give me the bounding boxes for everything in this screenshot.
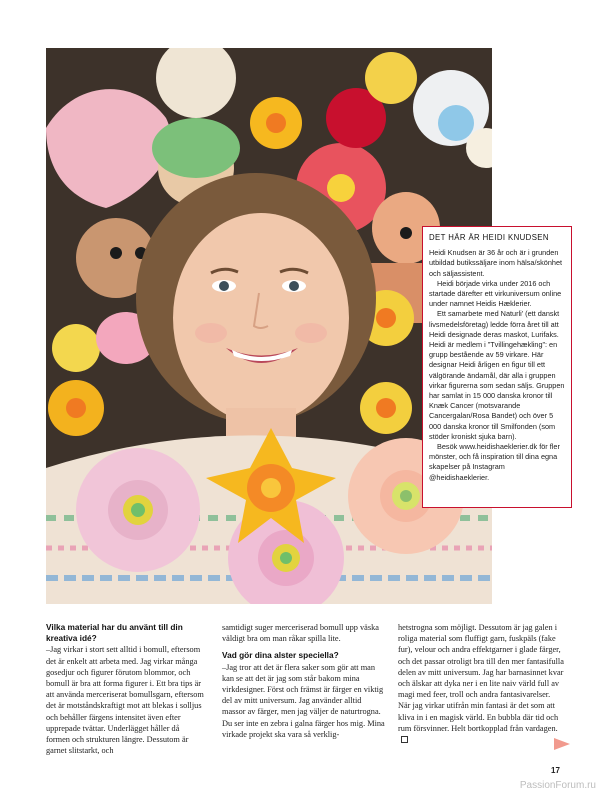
info-box-title: DET HÄR ÄR HEIDI KNUDSEN (429, 233, 549, 242)
question-heading: Vilka material har du använt till din kreativa idé? (46, 622, 183, 644)
question-heading: Vad gör dina alster speciella? (222, 650, 339, 661)
article-column-3 (398, 622, 564, 745)
article-column-1 (46, 622, 204, 756)
info-box-paragraph: Heidi Knudsen är 36 år och är i grunden utbildad butikssäljare inom hälsa/skönhet och säljassistent. (429, 248, 563, 278)
answer-text-body: hetstrogna som möjligt. Dessutom är jag galen i roliga material som fluffigt garn, fuskpäls (fake fur), velour och andra effektgarner i glade färger, och det passar otroligt bra till den mer fantasifulla delen av mitt universum. Jag har barnasinnet kvar och älskar att dyka ner i en lite naiv värld full av magi med feer, troll och andra fantasivarelser. När jag virkar utifrån min fantasi är det som att kliva in i en magisk värld. En bubbla där tid och rum försvinner. Helt bortkopplad från vardagen. (398, 623, 564, 733)
info-box-paragraph: Besök www.heidishaeklerier.dk för fler mönster, och få inspiration till dina egna skapelser på Instagram @heidishaeklerier. (429, 442, 560, 482)
next-page-arrow-icon (554, 738, 570, 750)
info-box-paragraph: Ett samarbete med Naturli’ (ett danskt livsmedelsföretag) ledde förra året till att Heidi designade deras maskot, Lurifaks. Heidi är medlem i ”Tvillingehækling”: en grupp bestående av 59 virkare. Här designar Heidi årligen en figur till ett välgörande ändamål, där alla i gruppen virkar figurerna som sedan säljs. Gruppen har samlat in 15 000 danska kronor till Knæk Cancer (motsvarande Cancergalan/Rosa Bandet) och över 5 000 danska kronor till Smilfonden (som stöder kroniskt sjuka barn). (429, 309, 565, 441)
watermark: PassionForum.ru (519, 780, 596, 791)
info-box-paragraph: Heidi började virka under 2016 och startade därefter ett virkuniversum online under namnet Heidis Hæklerier. (429, 278, 562, 309)
page-number: 17 (551, 766, 560, 775)
article-column-2 (222, 622, 386, 740)
answer-text: –Jag virkar i stort sett alltid i bomull, eftersom det är enkelt att arbeta med. Jag virkar många gosedjur och figurer förutom blommor, och bomull är bra att forma figurer i. Ett bra tips är att använda merceriserat bomullsgarn, eftersom det är motståndskraftigt mot att blekas i solljus och behåller färgens intensitet även efter upprepade tvättar. Underlägget håller då formen och strukturen längre. Dessutom är garnet slitstarkt, och (46, 645, 204, 756)
answer-text (398, 622, 564, 745)
answer-text: samtidigt suger merceriserad bomull upp väska väldigt bra om man råkar spilla lite. (222, 623, 379, 644)
end-of-article-icon (401, 736, 408, 743)
info-box (422, 226, 572, 508)
answer-text: –Jag tror att det är flera saker som gör att man kan se att det är jag som står bakom mina virkdesigner. Först och främst är färger en viktig del av mitt universum. Jag använder alltid massor av färger, men jag väljer de naturtrogna. Du ser inte en zebra i galna färger hos mig. Mina virkade projekt ska vara så verklig- (222, 662, 385, 739)
